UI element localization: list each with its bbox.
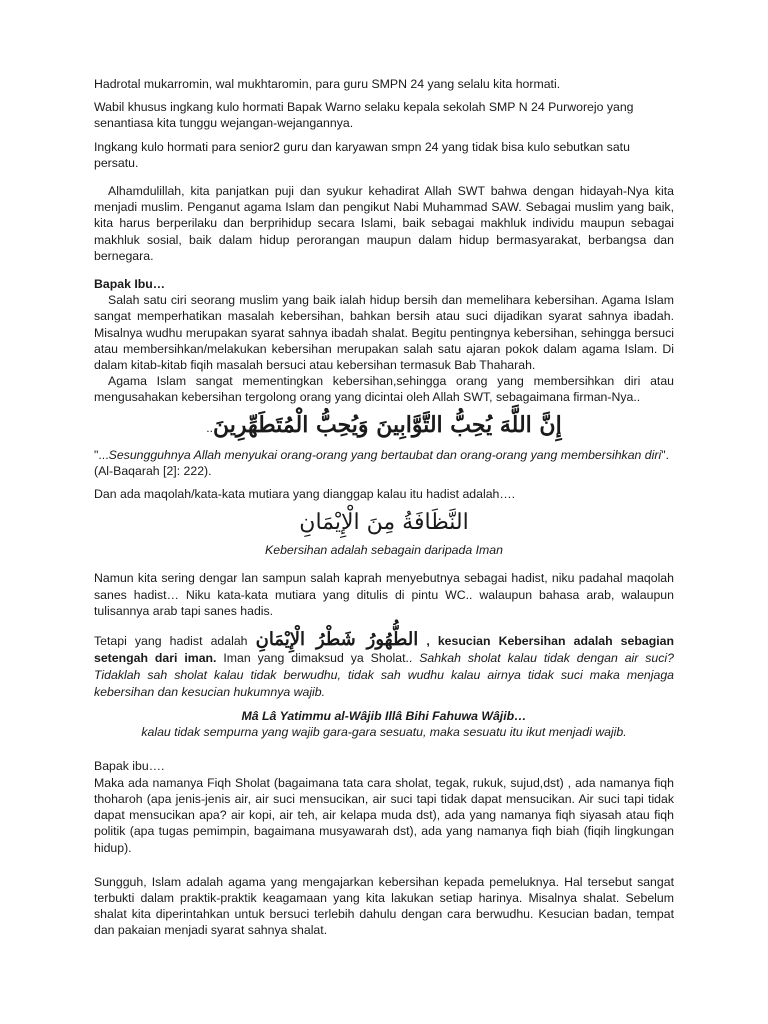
hadith-sholat-question: Sahkah sholat kalau tidak dengan air suci? Tidaklah sah sholat kalau tidak berwudhu, tidak sah wudhu kalau airnya tidak suci maka menjaga kebersihan dan kesucian hukumnya wajib. xyxy=(94,651,674,700)
firman-intro-paragraph: Agama Islam sangat mementingkan kebersihan,sehingga orang yang membersihkan diri atau mengusahakan kebersihan tergolong orang yang dicintai oleh Allah SWT, sebagaimana firman-Nya.. xyxy=(94,374,674,405)
maqolah-intro: Dan ada maqolah/kata-kata mutiara yang dianggap kalau itu hadist adalah…. xyxy=(94,487,516,502)
verse-translation xyxy=(94,447,674,479)
arabic-maqolah: النَّظَافَةُ مِنَ الْإِيْمَانِ xyxy=(299,510,469,536)
arabic-hadith: الطُّهُورُ شَطْرُ الْإِيْمَانِ xyxy=(255,629,419,651)
closing-paragraph: Sungguh, Islam adalah agama yang mengajarkan kebersihan kepada pemeluknya. Hal tersebut sangat terbukti dalam praktik-praktik keagamaan yang kita lakukan setiap harinya. Misalnya shalat. Sebelum shalat kita diperintahkan untuk bersuci terlebih dahulu dengan cara berwudhu. Kesucian badan, tempat dan pakaian menjadi syarat sahnya shalat. xyxy=(94,874,674,938)
quote-open: "... xyxy=(94,447,109,462)
maqolah-translation: Kebersihan adalah sebagain daripada Iman xyxy=(265,543,503,558)
opening-paragraph: Alhamdulillah, kita panjatkan puji dan syukur kehadirat Allah SWT bahwa dengan hidayah-Nya kita menjadi muslim. Penganut agama Islam dan pengikut Nabi Muhammad SAW. Sebagai muslim yang baik, kita harus berperilaku dan berprihidup secara Islami, baik sebagai makhluk individu maupun sebagai makhluk sosial, baik dalam hidup perorangan maupun dalam hidup bermasyarakat, berbangsa dan bernegara. xyxy=(94,184,674,263)
hadith-intro: Tetapi yang hadist adalah xyxy=(94,634,256,649)
verse-dots: .. xyxy=(206,420,213,435)
arabic-verse: إِنَّ اللَّهَ يُحِبُّ التَّوَّابِينَ وَيُحِبُّ الْمُتَطَهِّرِينَ xyxy=(212,411,562,438)
hadith-meaning: Kebersihan adalah sebagian setengah dari iman. xyxy=(94,634,674,666)
quran-verse-block xyxy=(94,410,674,440)
cleanliness-paragraph: Salah satu ciri seorang muslim yang baik ialah hidup bersih dan memelihara kebersihan. Agama Islam sangat memperhatikan masalah kebersihan, bahkan bersih atau suci dijadikan syarat sahnya ibadah. Misalnya wudhu merupakan syarat sahnya ibadah shalat. Begitu pentingnya kebersihan, sehingga bersuci atau membersihkan/melakukan kebersihan merupakan salah satu ajaran pokok dalam agama Islam. Di dalam kitab-kitab fiqih masalah bersuci atau kebersihan termasuk Bab Thaharah. xyxy=(94,293,674,373)
hadith-kesucian: , kesucian xyxy=(418,634,499,649)
quote-text: Sesungguhnya Allah menyukai orang-orang yang bertaubat dan orang-orang yang membersihkan diri xyxy=(108,447,662,462)
maqolah-explanation: Namun kita sering dengar lan sampun salah kaprah menyebutnya sebagai hadist, niku padahal maqolah sanes hadist… Niku kata-kata mutiara yang ditulis di pintu WC.. walaupun bahasa arab, walaupun tulisannya arab tapi sanes hadis. xyxy=(94,571,674,618)
fiqh-types-paragraph: Maka ada namanya Fiqh Sholat (bagaimana tata cara sholat, tegak, rukuk, sujud,dst) , ada namanya fiqh thoharoh (apa jenis-jenis air, air suci mensucikan, air suci tapi tidak dapat mensucikan. Air suci tapi tidak dapat mensucikan apa? air kopi, air teh, air kelapa muda dst), ada yang namanya fiqh siyasah atau fiqh politik (apa tugas pemimpin, bagaimana musyawarah dst), ada yang namanya fiqh biah (fiqih lingkungan hidup). xyxy=(94,775,674,855)
section-heading-bapak-ibu-2: Bapak ibu…. xyxy=(94,759,165,774)
fiqh-rule-translation: kalau tidak sempurna yang wajib gara-gara sesuatu, maka sesuatu itu ikut menjadi wajib. xyxy=(141,725,627,740)
quote-citation: ". (Al-Baqarah [2]: 222). xyxy=(94,447,669,478)
respect-paragraph-seniors: Ingkang kulo hormati para senior2 guru dan karyawan smpn 24 yang tidak bisa kulo sebutkan satu persatu. xyxy=(94,139,630,170)
fiqh-rule: Mâ Lâ Yatimmu al-Wâjib Illâ Bihi Fahuwa Wâjib… xyxy=(241,709,527,724)
hadith-iman-note: Iman yang dimaksud ya Sholat.. xyxy=(216,651,420,666)
maqolah-arabic-block xyxy=(94,508,674,538)
respect-paragraph-headmaster: Wabil khusus ingkang kulo hormati Bapak Warno selaku kepala sekolah SMP N 24 Purworejo yang senantiasa kita tunggu wejangan-wejangannya. xyxy=(94,100,634,131)
hadith-paragraph xyxy=(94,631,674,701)
greeting-paragraph: Hadrotal mukarromin, wal mukhtaromin, para guru SMPN 24 yang selalu kita hormati. xyxy=(94,77,561,91)
section-heading-bapak-ibu: Bapak Ibu… xyxy=(94,277,166,292)
